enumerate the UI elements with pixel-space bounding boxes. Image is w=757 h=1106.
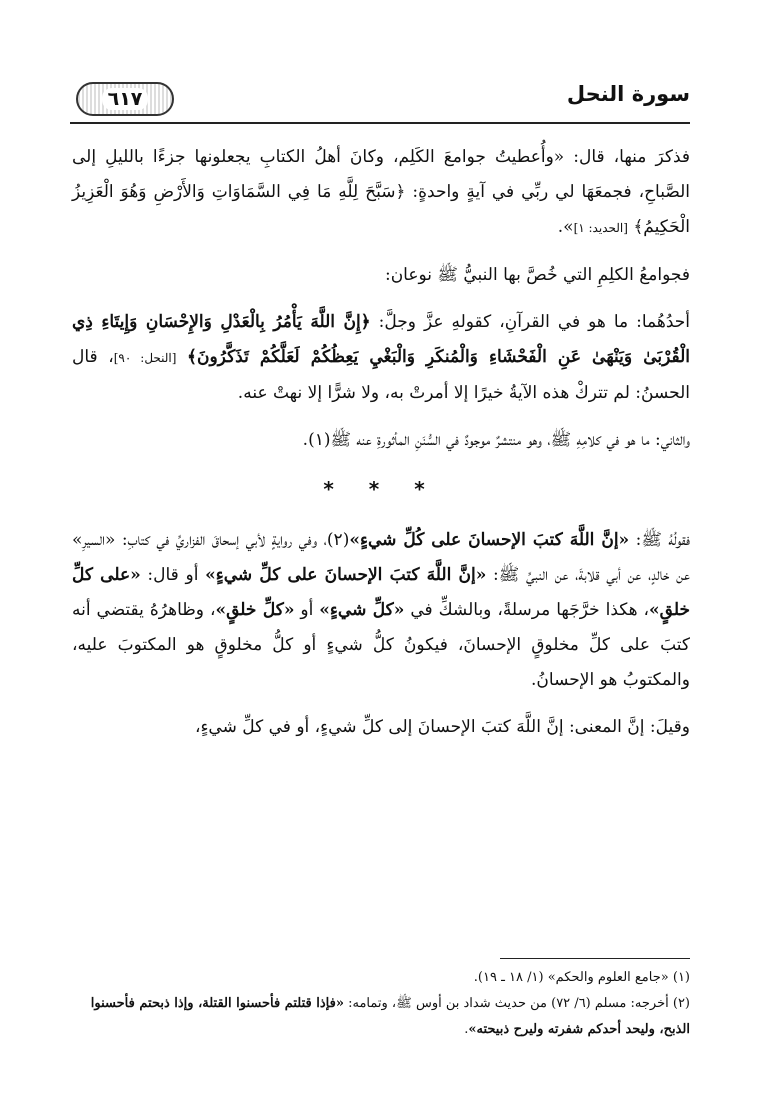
paragraph-5: فقولُهُ ﷺ: «إنَّ اللَّهَ كتبَ الإحسانَ على كُلِّ شيءٍ»(٢)، وفي روايةٍ لأبي إسحاقَ الفزاريِّ في كتابِ: «السيرِ» عن خالدٍ، عن أبي قلابةَ، عن النبيِّ ﷺ: «إنَّ اللَّهَ كتبَ الإحسانَ على كلِّ شيءٍ» أو قال: «على كلِّ خلقٍ»، هكذا خرَّجَها مرسلةً، وبالشكِّ في «كلِّ شيءٍ» أو «كلِّ خلقٍ»، وظاهرُهُ يقتضي أنه كتبَ على كلِّ مخلوقٍ الإحسانَ، فيكونُ كلُّ شيءٍ أو كلُّ مخلوقٍ هو المكتوبَ عليه، والمكتوبُ هو الإحسانُ. xyxy=(72,530,690,690)
hadith-quote: «كلِّ شيءٍ» xyxy=(319,600,405,620)
verse-citation: [الحديد: ١] xyxy=(573,221,628,235)
quran-verse: ﴿إِنَّ اللَّهَ يَأْمُرُ بِالْعَدْلِ وَالإِحْسَانِ وَإِيتَاءِ ذِي الْقُرْبَىٰ وَيَنْهَىٰ عَنِ الْفَحْشَاءِ وَالْمُنكَرِ وَالْبَغْيِ يَعِظُكُمْ لَعَلَّكُمْ تَذَكَّرُونَ﴾ xyxy=(72,312,690,367)
hadith-quote: «كلِّ خلقٍ» xyxy=(215,600,295,620)
footnotes xyxy=(72,958,690,1043)
paragraph-2: فجوامعُ الكلِمِ التي خُصَّ بها النبيُّ ﷺ نوعان: xyxy=(384,265,690,285)
footnote-1: (١) «جامع العلوم والحكم» (١/ ١٨ ـ ١٩). xyxy=(473,970,690,985)
main-text xyxy=(72,140,690,757)
verse-citation: [النحل: ٩٠] xyxy=(113,351,177,365)
paragraph-1: فذكرَ منها، قال: «وأُعطيتُ جوامعَ الكَلِم، وكانَ أهلُ الكتابِ يجعلونها جزءًا بالليلِ إلى الصَّباحِ، فجمعَهَا لي ربِّي في آيةٍ واحدةٍ: ﴿سَبَّحَ لِلَّهِ مَا فِي السَّمَاوَاتِ وَالأَرْضِ وَهُوَ الْعَزِيزُ الْحَكِيمُ﴾ [الحديد: ١]». xyxy=(72,147,690,237)
paragraph-4: والثاني: ما هو في كلامِهِ ﷺ، وهو منتشرٌ موجودٌ في السُّنَنِ المأثورةِ عنه ﷺ(١). xyxy=(302,430,690,450)
hadith-quote: «إنَّ اللَّهَ كتبَ الإحسانَ على كُلِّ شيءٍ» xyxy=(349,530,630,550)
footnote-2: (٢) أخرجه: مسلم (٦/ ٧٢) من حديث شداد بن أوس ﷺ، وتمامه: «فإذا قتلتم فأحسنوا القتلة، وإذا ذبحتم فأحسنوا الذبح، وليحد أحدكم شفرته وليرح ذبيحته». xyxy=(90,996,690,1037)
page-number: ٦١٧ xyxy=(102,88,149,110)
hadith-quote: «إنَّ اللَّهَ كتبَ الإحسانَ على كلِّ شيءٍ» xyxy=(205,565,487,585)
hadith-quote: «على كلِّ خلقٍ» xyxy=(72,565,690,620)
footnote-divider xyxy=(500,958,690,959)
page-number-badge xyxy=(76,82,174,116)
paragraph-3: أحدُهُما: ما هو في القرآنِ، كقولهِ عزَّ وجلَّ: ﴿إِنَّ اللَّهَ يَأْمُرُ بِالْعَدْلِ وَالإِحْسَانِ وَإِيتَاءِ ذِي الْقُرْبَىٰ وَيَنْهَىٰ عَنِ الْفَحْشَاءِ وَالْمُنكَرِ وَالْبَغْيِ يَعِظُكُمْ لَعَلَّكُمْ تَذَكَّرُونَ﴾ [النحل: ٩٠]، قال الحسنُ: لم تتركْ هذه الآيةُ خيرًا إلا أمرتْ به، ولا شرًّا إلا نهتْ عنه. xyxy=(72,312,690,403)
surah-title: سورة النحل xyxy=(566,82,690,106)
section-separator: * * * xyxy=(323,477,439,501)
paragraph-6: وقيلَ: إنَّ المعنى: إنَّ اللَّهَ كتبَ الإحسانَ إلى كلِّ شيءٍ، أو في كلِّ شيءٍ، xyxy=(194,717,690,737)
page-header xyxy=(70,78,690,124)
